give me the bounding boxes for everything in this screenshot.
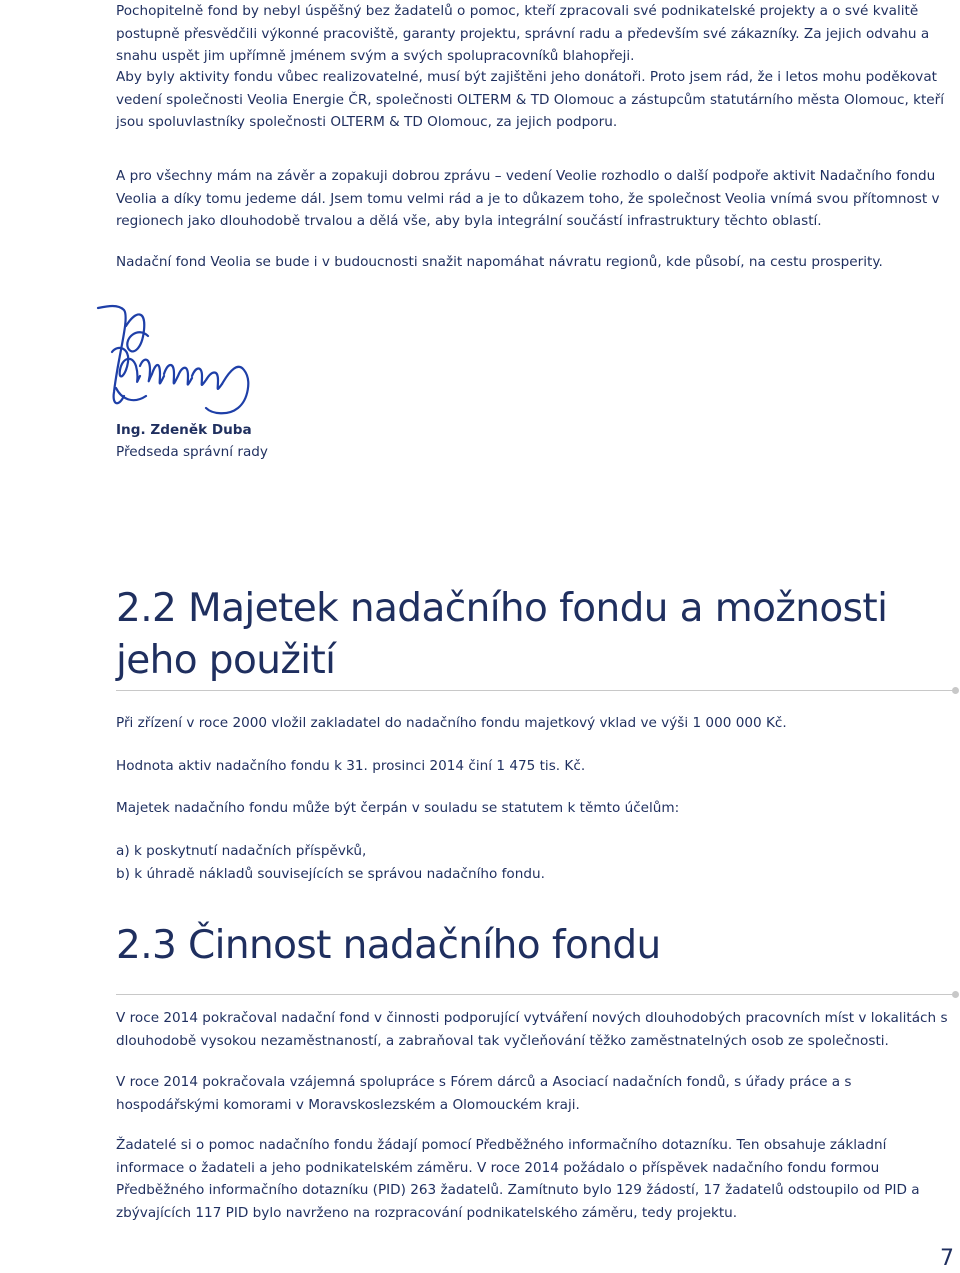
section-2-3-paragraph-2: V roce 2014 pokračovala vzájemná spolupráce s Fórem dárců a Asociací nadačních fondů, s úřady práce a s hospodářskými komorami v Moravskoslezském a Olomouckém kraji. (116, 1074, 852, 1113)
section-2-3-heading: 2.3 Činnost nadačního fondu (116, 923, 661, 968)
page-number: 7 (940, 1246, 954, 1271)
list-item: a) k poskytnutí nadačních příspěvků, (116, 843, 367, 859)
signatory-name: Ing. Zdeněk Duba (116, 422, 252, 438)
section-2-2-paragraph-1: Při zřízení v roce 2000 vložil zakladatel do nadačního fondu majetkový vklad ve výši 1 000 000 Kč. (116, 715, 787, 731)
intro-paragraph-3: A pro všechny mám na závěr a zopakuji dobrou zprávu – vedení Veolie rozhodlo o další podpoře aktivit Nadačního fondu Veolia a díky tomu jedeme dál. Jsem tomu velmi rád a je to důkazem toho, že společnost Veolia vnímá svou přítomnost v regionech jako dlouhodobě trvalou a dělá vše, aby byla integrální součástí infrastruktury těchto oblastí. (116, 168, 940, 229)
section-divider (116, 690, 956, 691)
section-2-2-heading: 2.2 Majetek nadačního fondu a možnosti jeho použití (116, 586, 888, 683)
section-2-3-paragraph-1: V roce 2014 pokračoval nadační fond v činnosti podporující vytváření nových dlouhodobých pracovních míst v lokalitách s dlouhodobě vysokou nezaměstnaností, a zabraňoval tak vyčleňování těžko zaměstnatelných osob ze společnosti. (116, 1010, 948, 1049)
divider-dot (952, 687, 959, 694)
handwritten-signature (88, 296, 288, 426)
section-2-2-paragraph-2: Hodnota aktiv nadačního fondu k 31. prosinci 2014 činí 1 475 tis. Kč. (116, 758, 586, 774)
section-divider (116, 994, 956, 995)
section-2-3-paragraph-3: Žadatelé si o pomoc nadačního fondu žádají pomocí Předběžného informačního dotazníku. Ten obsahuje základní informace o žadateli a jeho podnikatelském záměru. V roce 2014 požádalo o příspěvek nadačního fondu formou Předběžného informačního dotazníku (PID) 263 žadatelů. Zamítnuto bylo 129 žádostí, 17 žadatelů odstoupilo od PID a zbývajících 117 PID bylo navrženo na rozpracování podnikatelského záměru, tedy projektu. (116, 1137, 920, 1221)
intro-paragraph-4: Nadační fond Veolia se bude i v budoucnosti snažit napomáhat návratu regionů, kde působí, na cestu prosperity. (116, 254, 883, 270)
list-item: b) k úhradě nákladů souvisejících se správou nadačního fondu. (116, 865, 545, 882)
section-2-2-paragraph-3: Majetek nadačního fondu může být čerpán v souladu se statutem k těmto účelům: (116, 800, 680, 816)
signatory-role: Předseda správní rady (116, 444, 268, 460)
intro-paragraph-2: Aby byly aktivity fondu vůbec realizovatelné, musí být zajištěni jeho donátoři. Proto jsem rád, že i letos mohu poděkovat vedení společnosti Veolia Energie ČR, společnosti OLTERM & TD Olomouc a zástupcům statutárního města Olomouc, kteří jsou spoluvlastníky společnosti OLTERM & TD Olomouc, za jejich podporu. (116, 69, 945, 130)
intro-paragraph-1: Pochopitelně fond by nebyl úspěšný bez žadatelů o pomoc, kteří zpracovali své podnikatelské projekty a o své kvalitě postupně přesvědčili výkonné pracoviště, garanty projektu, správní radu a především své zákazníky. Za jejich odvahu a snahu uspět jim upřímně jménem svým a svých spolupracovníků blahopřeji. (116, 3, 930, 64)
divider-dot (952, 991, 959, 998)
purpose-list (116, 840, 956, 885)
